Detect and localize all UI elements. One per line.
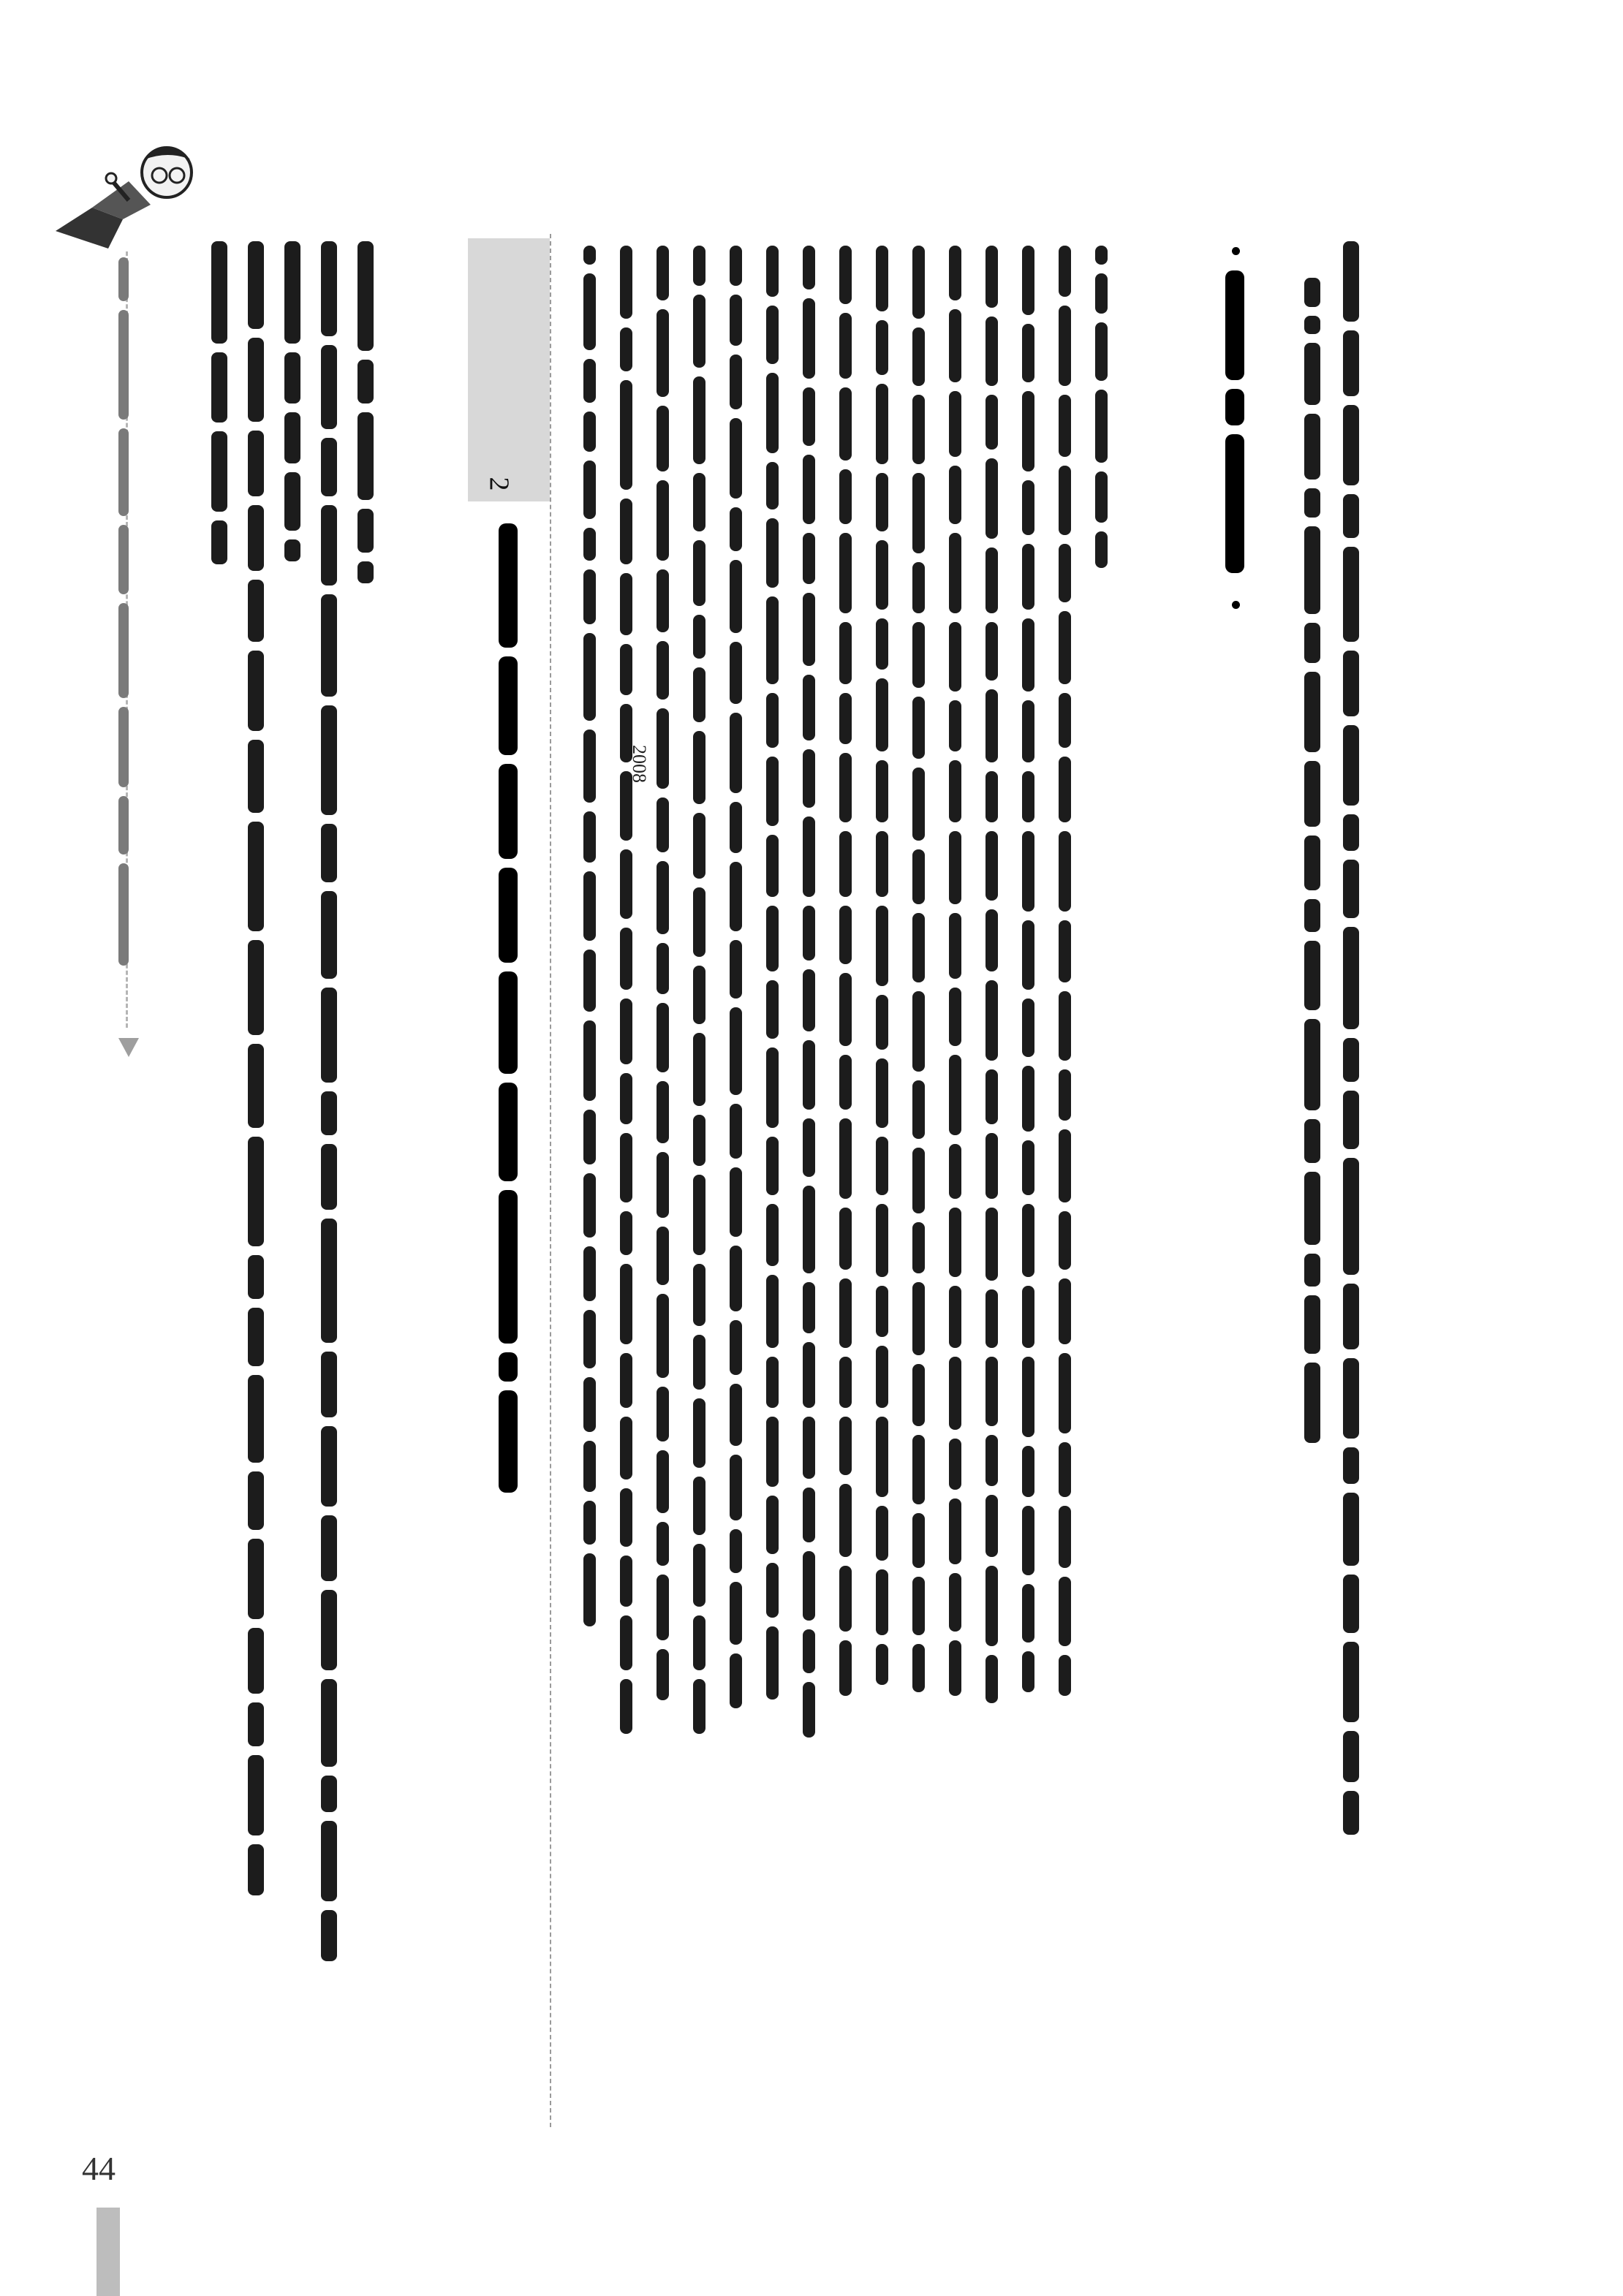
bullet-top-icon <box>1232 247 1240 255</box>
text-line <box>357 241 374 583</box>
text-line <box>727 246 744 1708</box>
text-line <box>947 246 963 1696</box>
text-line <box>248 241 264 1895</box>
text-line <box>1020 246 1036 1692</box>
header-arrow-icon <box>118 1038 139 1057</box>
text-line <box>874 246 890 1685</box>
text-line <box>654 246 670 1700</box>
text-line <box>764 246 780 1700</box>
text-line <box>1343 241 1359 1835</box>
section-dashed-rule <box>550 234 551 2127</box>
text-line <box>581 246 597 1626</box>
section-number-box <box>468 238 550 501</box>
text-line <box>691 246 707 1734</box>
boy-mascot-icon <box>41 137 202 254</box>
text-line <box>1304 278 1320 1443</box>
text-line <box>983 246 999 1703</box>
text-line <box>211 241 227 564</box>
bullet-bottom-icon <box>1232 601 1240 609</box>
inline-year: 2008 <box>629 745 650 783</box>
section-number: 2 <box>483 477 515 491</box>
running-header-text <box>116 257 132 966</box>
text-line <box>837 246 853 1696</box>
text-line <box>1093 246 1109 568</box>
text-line <box>910 246 926 1692</box>
text-line <box>618 246 634 1734</box>
subsection-heading <box>1227 270 1243 573</box>
text-line <box>1056 246 1072 1696</box>
section-heading <box>500 523 516 1493</box>
page-number: 44 <box>82 2150 116 2187</box>
page-edge-tab <box>97 2208 120 2296</box>
text-line <box>801 246 817 1738</box>
text-line <box>321 241 337 1961</box>
text-line <box>284 241 300 561</box>
